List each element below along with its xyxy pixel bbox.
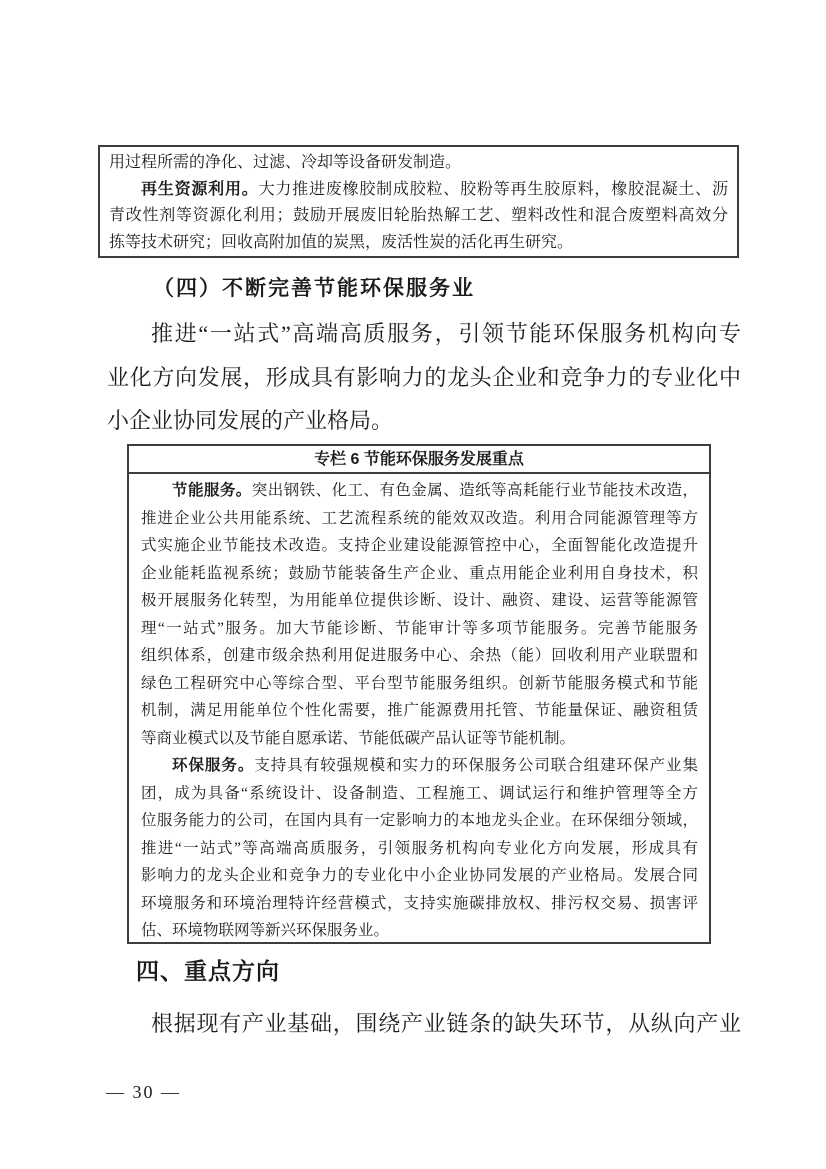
paragraph-line: 业化方向发展，形成具有影响力的龙头企业和竞争力的专业化中 [107,364,741,390]
box-text-line: 极开展服务化转型，为用能单位提供诊断、设计、融资、建设、运营等能源管 [141,592,698,609]
paragraph-text: 大力推进废橡胶制成胶粒、胶粉等再生胶原料，橡胶混凝土、沥 [258,180,728,198]
box-text-line: 等商业模式以及节能自愿承诺、节能低碳产品认证等节能机制。 [141,729,576,747]
paragraph-text: 支持具有较强规模和实力的环保服务公司联合组建环保产业集 [254,757,698,774]
recycling-resources-box [98,145,739,258]
box-text-line: 青改性剂等资源化利用；鼓励开展废旧轮胎热解工艺、塑料改性和混合废塑料高效分 [109,207,728,224]
box-text-line: 拣等技术研究；回收高附加值的炭黑，废活性炭的活化再生研究。 [109,233,574,251]
box-text-line: 式实施企业节能技术改造。支持企业建设能源管控中心，全面智能化改造提升 [141,537,698,554]
box-text-line: 推进企业公共用能系统、工艺流程系统的能效双改造。利用合同能源管理等方 [141,509,698,527]
box-text-line [109,177,728,204]
box-text-line [141,477,698,505]
box-text-line [141,752,698,780]
paragraph-lead: 节能服务。 [172,482,252,499]
box-text-line: 估、环境物联网等新兴环保服务业。 [141,922,390,939]
column6-box-body [129,474,709,945]
box-text-line: 位服务能力的公司，在国内具有一定影响力的本地龙头企业。在环保细分领域， [141,812,698,829]
section-heading-key-directions: 四、重点方向 [136,958,280,984]
box-text-line: 环境服务和环境治理特许经营模式，支持实施碳排放权、排污权交易、损害评 [141,894,698,912]
column6-box [127,444,711,944]
box-text-line: 推进“一站式”等高端高质服务，引领服务机构向专业化方向发展，形成具有 [141,839,698,857]
column6-box-title: 专栏 6 节能环保服务发展重点 [129,446,709,474]
intro-paragraph [107,312,741,443]
box-text-line: 组织体系，创建市级余热利用促进服务中心、余热（能）回收利用产业联盟和 [141,647,698,664]
paragraph-line: 根据现有产业基础，围绕产业链条的缺失环节，从纵向产业 [151,1011,741,1036]
box-text-line: 影响力的龙头企业和竞争力的专业化中小企业协同发展的产业格局。发展合同 [141,867,698,884]
box-text-line: 绿色工程研究中心等综合型、平台型节能服务组织。创新节能服务模式和节能 [141,674,698,692]
box-text-line: 用过程所需的净化、过滤、冷却等设备研发制造。 [109,154,462,171]
section-heading-4: （四）不断完善节能环保服务业 [153,276,475,300]
paragraph-line: 小企业协同发展的产业格局。 [107,408,394,433]
box-text-line: 团，成为具备“系统设计、设备制造、工程施工、调试运行和维护管理等全方 [141,784,698,802]
box-text-line: 企业能耗监视系统；鼓励节能装备生产企业、重点用能企业利用自身技术，积 [141,564,698,582]
box-text-line: 理“一站式”服务。加大节能诊断、节能审计等多项节能服务。完善节能服务 [141,619,698,637]
closing-paragraph [107,1002,741,1046]
box-text-line: 机制，满足用能单位个性化需要，推广能源费用托管、节能量保证、融资租赁 [141,702,698,719]
paragraph-line: 推进“一站式”高端高质服务，引领节能环保服务机构向专 [151,321,741,346]
paragraph-lead: 再生资源利用。 [141,180,259,198]
paragraph-lead: 环保服务。 [172,757,255,774]
page-number: — 30 — [106,1082,181,1102]
paragraph-text: 突出钢铁、化工、有色金属、造纸等高耗能行业节能技术改造， [251,482,698,499]
